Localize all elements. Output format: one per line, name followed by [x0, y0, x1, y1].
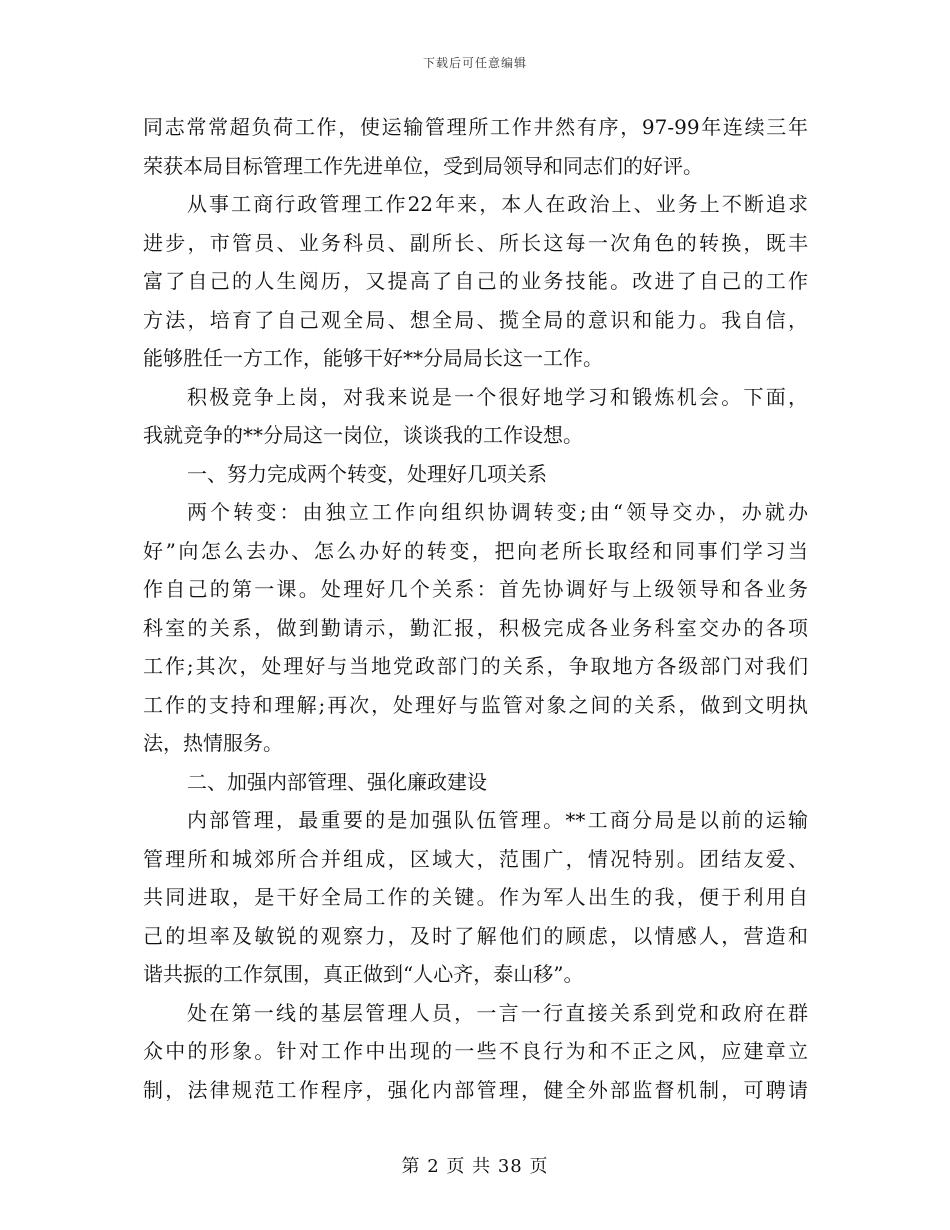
body-line: 处在第一线的基层管理人员，一言一行直接关系到党和政府在群 [187, 1000, 808, 1025]
body-line: 内部管理，最重要的是加强队伍管理。**工商分局是以前的运输 [187, 808, 808, 832]
page-number-footer: 第 2 页 共 38 页 [401, 1156, 549, 1177]
body-line: 工作的支持和理解;再次，处理好与监管对象之间的关系，做到文明执 [143, 692, 808, 717]
body-line: 同志常常超负荷工作，使运输管理所工作井然有序，97-99年连续三年 [143, 115, 808, 139]
body-line: 科室的关系，做到勤请示，勤汇报，积极完成各业务科室交办的各项 [143, 615, 808, 640]
body-line: 荣获本局目标管理工作先进单位，受到局领导和同志们的好评。 [143, 153, 703, 178]
body-line: 法，热情服务。 [143, 731, 283, 755]
body-line: 己的坦率及敏锐的观察力，及时了解他们的顾虑，以情感人，营造和 [143, 923, 808, 948]
body-line: 共同进取，是干好全局工作的关键。作为军人出生的我，便于利用自 [143, 885, 808, 909]
body-line: 富了自己的人生阅历，又提高了自己的业务技能。改进了自己的工作 [143, 269, 808, 293]
body-line: 我就竞争的**分局这一岗位，谈谈我的工作设想。 [143, 423, 583, 447]
body-line: 好”向怎么去办、怎么办好的转变，把向老所长取经和同事们学习当 [143, 538, 808, 563]
body-line: 方法，培育了自己观全局、想全局、揽全局的意识和能力。我自信， [143, 307, 808, 332]
body-line: 两个转变：由独立工作向组织协调转变;由“领导交办，办就办 [187, 500, 808, 524]
section-heading: 一、努力完成两个转变，处理好几项关系 [187, 461, 547, 486]
body-line: 进步，市管员、业务科员、副所长、所长这每一次角色的转换，既丰 [143, 230, 808, 255]
body-line: 从事工商行政管理工作22年来，本人在政治上、业务上不断追求 [187, 192, 808, 216]
body-line: 作自己的第一课。处理好几个关系：首先协调好与上级领导和各业务 [143, 577, 808, 601]
document-body [143, 108, 808, 1109]
body-line: 谐共振的工作氛围，真正做到“人心齐，泰山移”。 [143, 962, 584, 986]
page-header: 下载后可任意编辑 [422, 56, 527, 70]
body-line: 积极竞争上岗，对我来说是一个很好地学习和锻炼机会。下面， [187, 384, 808, 409]
body-line: 能够胜任一方工作，能够干好**分局局长这一工作。 [143, 346, 603, 370]
section-heading: 二、加强内部管理、强化廉政建设 [187, 769, 487, 794]
body-line: 制，法律规范工作程序，强化内部管理，健全外部监督机制，可聘请 [143, 1077, 808, 1102]
body-line: 管理所和城郊所合并组成，区域大，范围广，情况特别。团结友爱、 [143, 846, 808, 871]
body-line: 众中的形象。针对工作中出现的一些不良行为和不正之风，应建章立 [143, 1039, 808, 1063]
body-line: 工作;其次，处理好与当地党政部门的关系，争取地方各级部门对我们 [143, 654, 808, 678]
